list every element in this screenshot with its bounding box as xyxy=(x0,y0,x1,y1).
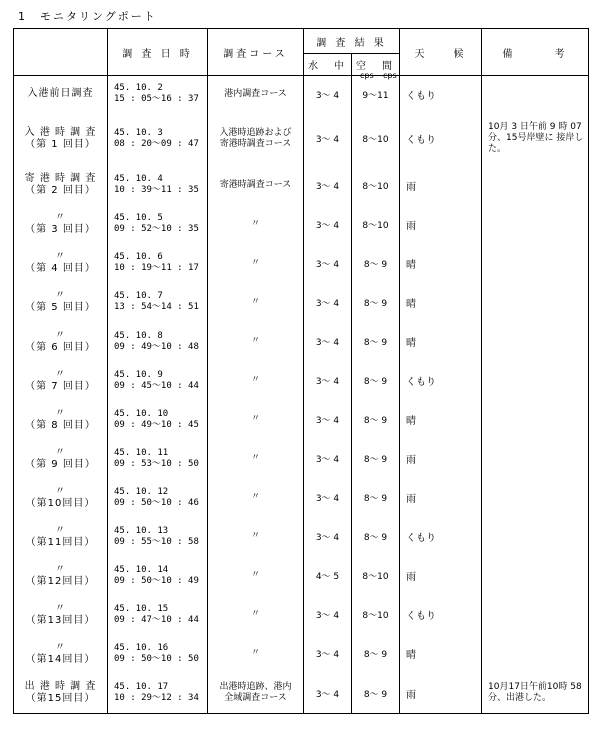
table-row xyxy=(14,166,589,205)
row-course: 〃 xyxy=(208,322,304,361)
row-air: 8～10 xyxy=(352,112,400,166)
row-water: 3～ 4 xyxy=(304,76,352,113)
row-datetime: 45. 10. 3 08 : 20～09 : 47 xyxy=(108,112,208,166)
row-weather: 雨 xyxy=(400,205,482,244)
row-datetime: 45. 10. 16 09 : 50～10 : 50 xyxy=(108,634,208,673)
row-weather: 晴 xyxy=(400,400,482,439)
row-label: 出 港 時 調 査 （第15回目） xyxy=(14,673,108,713)
row-weather: 雨 xyxy=(400,439,482,478)
row-course: 〃 xyxy=(208,595,304,634)
row-air: 8～10 xyxy=(352,595,400,634)
table-row xyxy=(14,439,589,478)
row-remark: 10月 3 日午前 9 時 07分、15号岸壁に 接岸した。 xyxy=(482,112,589,166)
row-course: 寄港時調査コース xyxy=(208,166,304,205)
row-label: 〃 （第11回目） xyxy=(14,517,108,556)
row-air: 8～ 9 xyxy=(352,361,400,400)
row-course: 〃 xyxy=(208,283,304,322)
row-weather: 晴 xyxy=(400,322,482,361)
table-row xyxy=(14,634,589,673)
row-label: 〃 （第10回目） xyxy=(14,478,108,517)
row-remark xyxy=(482,322,589,361)
row-course: 入港時追跡および 寄港時調査コース xyxy=(208,112,304,166)
row-course: 〃 xyxy=(208,439,304,478)
table-row xyxy=(14,478,589,517)
row-air: 8～ 9 xyxy=(352,283,400,322)
unit-label-air: cps xyxy=(383,71,397,80)
row-air: 8～ 9 xyxy=(352,439,400,478)
row-weather: 雨 xyxy=(400,166,482,205)
row-remark: 10月17日午前10時 58分、出港した。 xyxy=(482,673,589,713)
row-course: 〃 xyxy=(208,634,304,673)
row-water: 3～ 4 xyxy=(304,400,352,439)
row-datetime: 45. 10. 9 09 : 45～10 : 44 xyxy=(108,361,208,400)
row-label: 入港前日調査 xyxy=(14,76,108,113)
row-course: 港内調査コース xyxy=(208,76,304,113)
row-label: 〃 （第12回目） xyxy=(14,556,108,595)
row-weather: 雨 xyxy=(400,556,482,595)
row-datetime: 45. 10. 7 13 : 54～14 : 51 xyxy=(108,283,208,322)
row-water: 3～ 4 xyxy=(304,595,352,634)
row-label: 入 港 時 調 査 （第 1 回目） xyxy=(14,112,108,166)
row-air: 8～ 9 xyxy=(352,400,400,439)
row-weather: 晴 xyxy=(400,244,482,283)
row-water: 4～ 5 xyxy=(304,556,352,595)
row-weather: 雨 xyxy=(400,673,482,713)
row-label: 〃 （第 4 回目） xyxy=(14,244,108,283)
table-row xyxy=(14,595,589,634)
monitoring-table xyxy=(13,28,589,714)
row-air: 8～10 xyxy=(352,556,400,595)
row-air: 8～ 9 xyxy=(352,244,400,283)
table-row xyxy=(14,322,589,361)
row-remark xyxy=(482,166,589,205)
header-remarks: 備 考 xyxy=(482,29,589,76)
row-water: 3～ 4 xyxy=(304,361,352,400)
row-datetime: 45. 10. 8 09 : 49～10 : 48 xyxy=(108,322,208,361)
row-datetime: 45. 10. 6 10 : 19～11 : 17 xyxy=(108,244,208,283)
row-label: 〃 （第14回目） xyxy=(14,634,108,673)
row-water: 3～ 4 xyxy=(304,634,352,673)
row-air: 8～10 xyxy=(352,205,400,244)
row-course: 〃 xyxy=(208,205,304,244)
header-water: 水 中 xyxy=(304,54,352,76)
row-datetime: 45. 10. 12 09 : 50～10 : 46 xyxy=(108,478,208,517)
row-water: 3～ 4 xyxy=(304,439,352,478)
row-course: 〃 xyxy=(208,244,304,283)
section-title: 1 モニタリングポート xyxy=(18,10,157,23)
row-weather: くもり xyxy=(400,361,482,400)
row-datetime: 45. 10. 2 15 : 05～16 : 37 xyxy=(108,76,208,113)
row-remark xyxy=(482,478,589,517)
row-weather: くもり xyxy=(400,517,482,556)
row-datetime: 45. 10. 17 10 : 29～12 : 34 xyxy=(108,673,208,713)
row-datetime: 45. 10. 11 09 : 53～10 : 50 xyxy=(108,439,208,478)
row-remark xyxy=(482,634,589,673)
table-row xyxy=(14,673,589,713)
row-datetime: 45. 10. 10 09 : 49～10 : 45 xyxy=(108,400,208,439)
row-water: 3～ 4 xyxy=(304,244,352,283)
row-air: 8～ 9 xyxy=(352,322,400,361)
row-datetime: 45. 10. 15 09 : 47～10 : 44 xyxy=(108,595,208,634)
row-water: 3～ 4 xyxy=(304,205,352,244)
row-weather: くもり xyxy=(400,76,482,113)
row-remark xyxy=(482,361,589,400)
row-label: 〃 （第 6 回目） xyxy=(14,322,108,361)
row-remark xyxy=(482,556,589,595)
row-remark xyxy=(482,283,589,322)
table-row xyxy=(14,244,589,283)
row-water: 3～ 4 xyxy=(304,517,352,556)
row-course: 出港時追跡、港内 全域調査コース xyxy=(208,673,304,713)
row-water: 3～ 4 xyxy=(304,166,352,205)
row-water: 3～ 4 xyxy=(304,478,352,517)
row-remark xyxy=(482,517,589,556)
row-air: 8～ 9 xyxy=(352,634,400,673)
row-water: 3～ 4 xyxy=(304,673,352,713)
row-course: 〃 xyxy=(208,517,304,556)
row-weather: くもり xyxy=(400,595,482,634)
row-weather: 雨 xyxy=(400,478,482,517)
row-air: 9～11 xyxy=(352,76,400,113)
row-water: 3～ 4 xyxy=(304,283,352,322)
header-date: 調 査 日 時 xyxy=(108,29,208,76)
row-course: 〃 xyxy=(208,478,304,517)
table-row xyxy=(14,361,589,400)
row-datetime: 45. 10. 14 09 : 50～10 : 49 xyxy=(108,556,208,595)
row-label: 寄 港 時 調 査 （第 2 回目） xyxy=(14,166,108,205)
row-remark xyxy=(482,205,589,244)
header-weather: 天 候 xyxy=(400,29,482,76)
row-course: 〃 xyxy=(208,556,304,595)
table-row xyxy=(14,205,589,244)
row-remark xyxy=(482,76,589,113)
row-label: 〃 （第 9 回目） xyxy=(14,439,108,478)
row-label: 〃 （第13回目） xyxy=(14,595,108,634)
row-datetime: 45. 10. 5 09 : 52～10 : 35 xyxy=(108,205,208,244)
header-blank xyxy=(14,29,108,76)
table-row xyxy=(14,283,589,322)
row-datetime: 45. 10. 13 09 : 55～10 : 58 xyxy=(108,517,208,556)
row-course: 〃 xyxy=(208,400,304,439)
header-air: 空 間 xyxy=(352,54,400,76)
row-air: 8～ 9 xyxy=(352,673,400,713)
table-row xyxy=(14,76,589,113)
row-remark xyxy=(482,400,589,439)
row-datetime: 45. 10. 4 10 : 39～11 : 35 xyxy=(108,166,208,205)
row-course: 〃 xyxy=(208,361,304,400)
unit-label-water: cps xyxy=(360,71,374,80)
row-air: 8～ 9 xyxy=(352,478,400,517)
row-water: 3～ 4 xyxy=(304,322,352,361)
table-row xyxy=(14,556,589,595)
row-water: 3～ 4 xyxy=(304,112,352,166)
row-remark xyxy=(482,595,589,634)
row-label: 〃 （第 8 回目） xyxy=(14,400,108,439)
row-remark xyxy=(482,244,589,283)
table-row xyxy=(14,112,589,166)
row-remark xyxy=(482,439,589,478)
header-course: 調査コース xyxy=(208,29,304,76)
header-results: 調 査 結 果 xyxy=(304,29,400,54)
row-air: 8～10 xyxy=(352,166,400,205)
row-weather: 晴 xyxy=(400,283,482,322)
row-label: 〃 （第 5 回目） xyxy=(14,283,108,322)
row-air: 8～ 9 xyxy=(352,517,400,556)
table-row xyxy=(14,400,589,439)
row-weather: くもり xyxy=(400,112,482,166)
row-label: 〃 （第 7 回目） xyxy=(14,361,108,400)
table-body xyxy=(14,76,589,714)
row-label: 〃 （第 3 回目） xyxy=(14,205,108,244)
row-weather: 晴 xyxy=(400,634,482,673)
table-row xyxy=(14,517,589,556)
